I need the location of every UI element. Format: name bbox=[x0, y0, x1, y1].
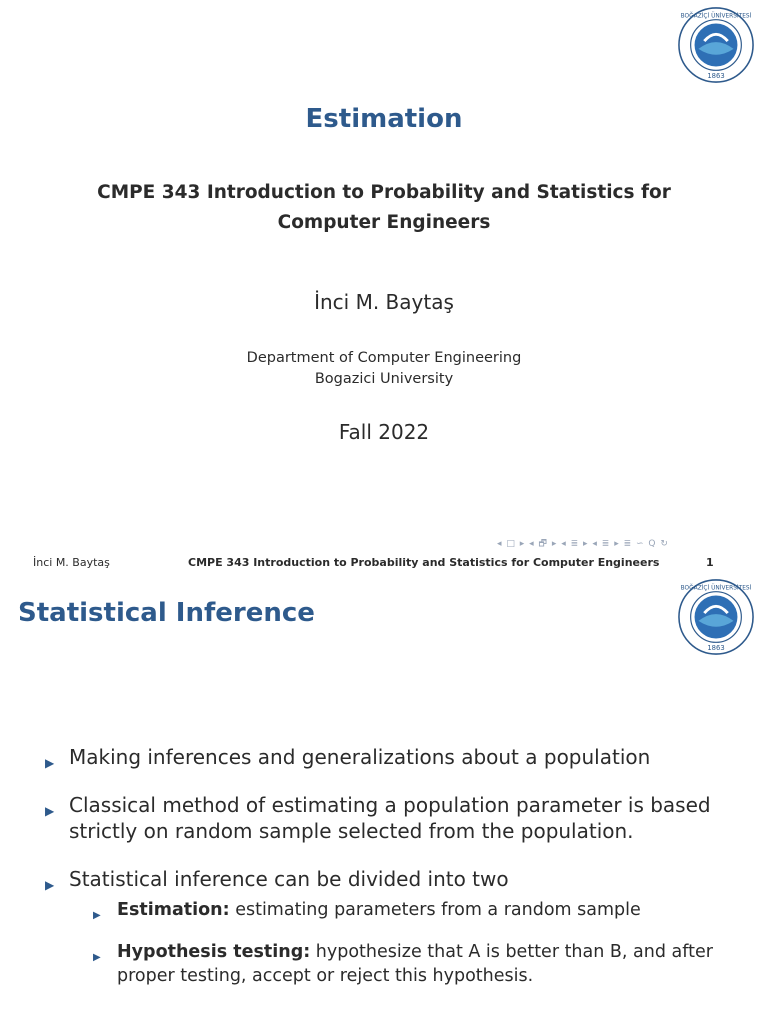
bullet-list bbox=[45, 744, 735, 1006]
bullet-arrow-icon: ▶ bbox=[45, 756, 55, 770]
nav-toc-icon[interactable]: ≣ bbox=[623, 539, 633, 549]
author-name: İnci M. Baytaş bbox=[314, 290, 454, 314]
bullet-text: Classical method of estimating a population parameter is based strictly on random sample selected from the population. bbox=[69, 793, 711, 843]
logo-ring-text: BOĞAZİÇİ ÜNİVERSİTESİ bbox=[680, 585, 752, 592]
date-line: Fall 2022 bbox=[338, 420, 430, 444]
beamer-navigation-bar bbox=[497, 536, 763, 550]
slide-title: Estimation bbox=[305, 104, 463, 134]
content-slide bbox=[0, 582, 768, 1024]
bullet-item bbox=[45, 744, 735, 770]
sub-bullet-text: estimating parameters from a random sample bbox=[235, 900, 641, 920]
nav-document-icon[interactable]: ◂ ≣ ▸ bbox=[592, 539, 620, 549]
university-logo bbox=[677, 578, 755, 656]
sub-bullet-term: Hypothesis testing: bbox=[117, 942, 311, 962]
footer-course: CMPE 343 Introduction to Probability and Statistics for Computer Engineers bbox=[188, 556, 660, 569]
sub-bullet-arrow-icon: ▶ bbox=[93, 910, 101, 921]
slide-footer bbox=[0, 556, 768, 574]
footer-page-number: 1 bbox=[706, 556, 714, 569]
slide-title: Statistical Inference bbox=[18, 598, 315, 628]
sub-bullet-list bbox=[45, 898, 735, 988]
sub-bullet-item bbox=[93, 898, 735, 922]
university-line: Bogazici University bbox=[314, 371, 454, 387]
sub-bullet-term: Estimation: bbox=[117, 900, 230, 920]
bullet-item bbox=[45, 866, 735, 892]
sub-bullet-arrow-icon: ▶ bbox=[93, 952, 101, 963]
logo-year: 1863 bbox=[707, 72, 725, 81]
university-logo bbox=[677, 6, 755, 84]
nav-section-icon[interactable]: ◂ ≣ ▸ bbox=[561, 539, 589, 549]
institute-block bbox=[0, 348, 768, 390]
nav-subsection-icon[interactable]: ◂ 🗗 ▸ bbox=[529, 539, 558, 549]
bullet-arrow-icon: ▶ bbox=[45, 804, 55, 818]
department-line: Department of Computer Engineering bbox=[246, 350, 522, 366]
bullet-arrow-icon: ▶ bbox=[45, 878, 55, 892]
bullet-item bbox=[45, 792, 735, 844]
footer-author: İnci M. Baytaş bbox=[33, 556, 110, 569]
logo-ring-text: BOĞAZİÇİ ÜNİVERSİTESİ bbox=[680, 13, 752, 20]
sub-bullet-item bbox=[93, 940, 735, 988]
sub-bullet-text: hypothesize that A is better than B, and after proper testing, accept or reject this hypothesis. bbox=[117, 942, 713, 986]
bullet-text: Statistical inference can be divided into two bbox=[69, 867, 509, 891]
bullet-text: Making inferences and generalizations about a population bbox=[69, 745, 651, 769]
nav-search-icon[interactable]: ∽ Q ↻ bbox=[636, 539, 669, 549]
logo-year: 1863 bbox=[707, 644, 725, 653]
slide-subtitle: CMPE 343 Introduction to Probability and Statistics for Computer Engineers bbox=[97, 182, 671, 233]
nav-frame-icon[interactable]: ◂ □ ▸ bbox=[497, 539, 526, 549]
